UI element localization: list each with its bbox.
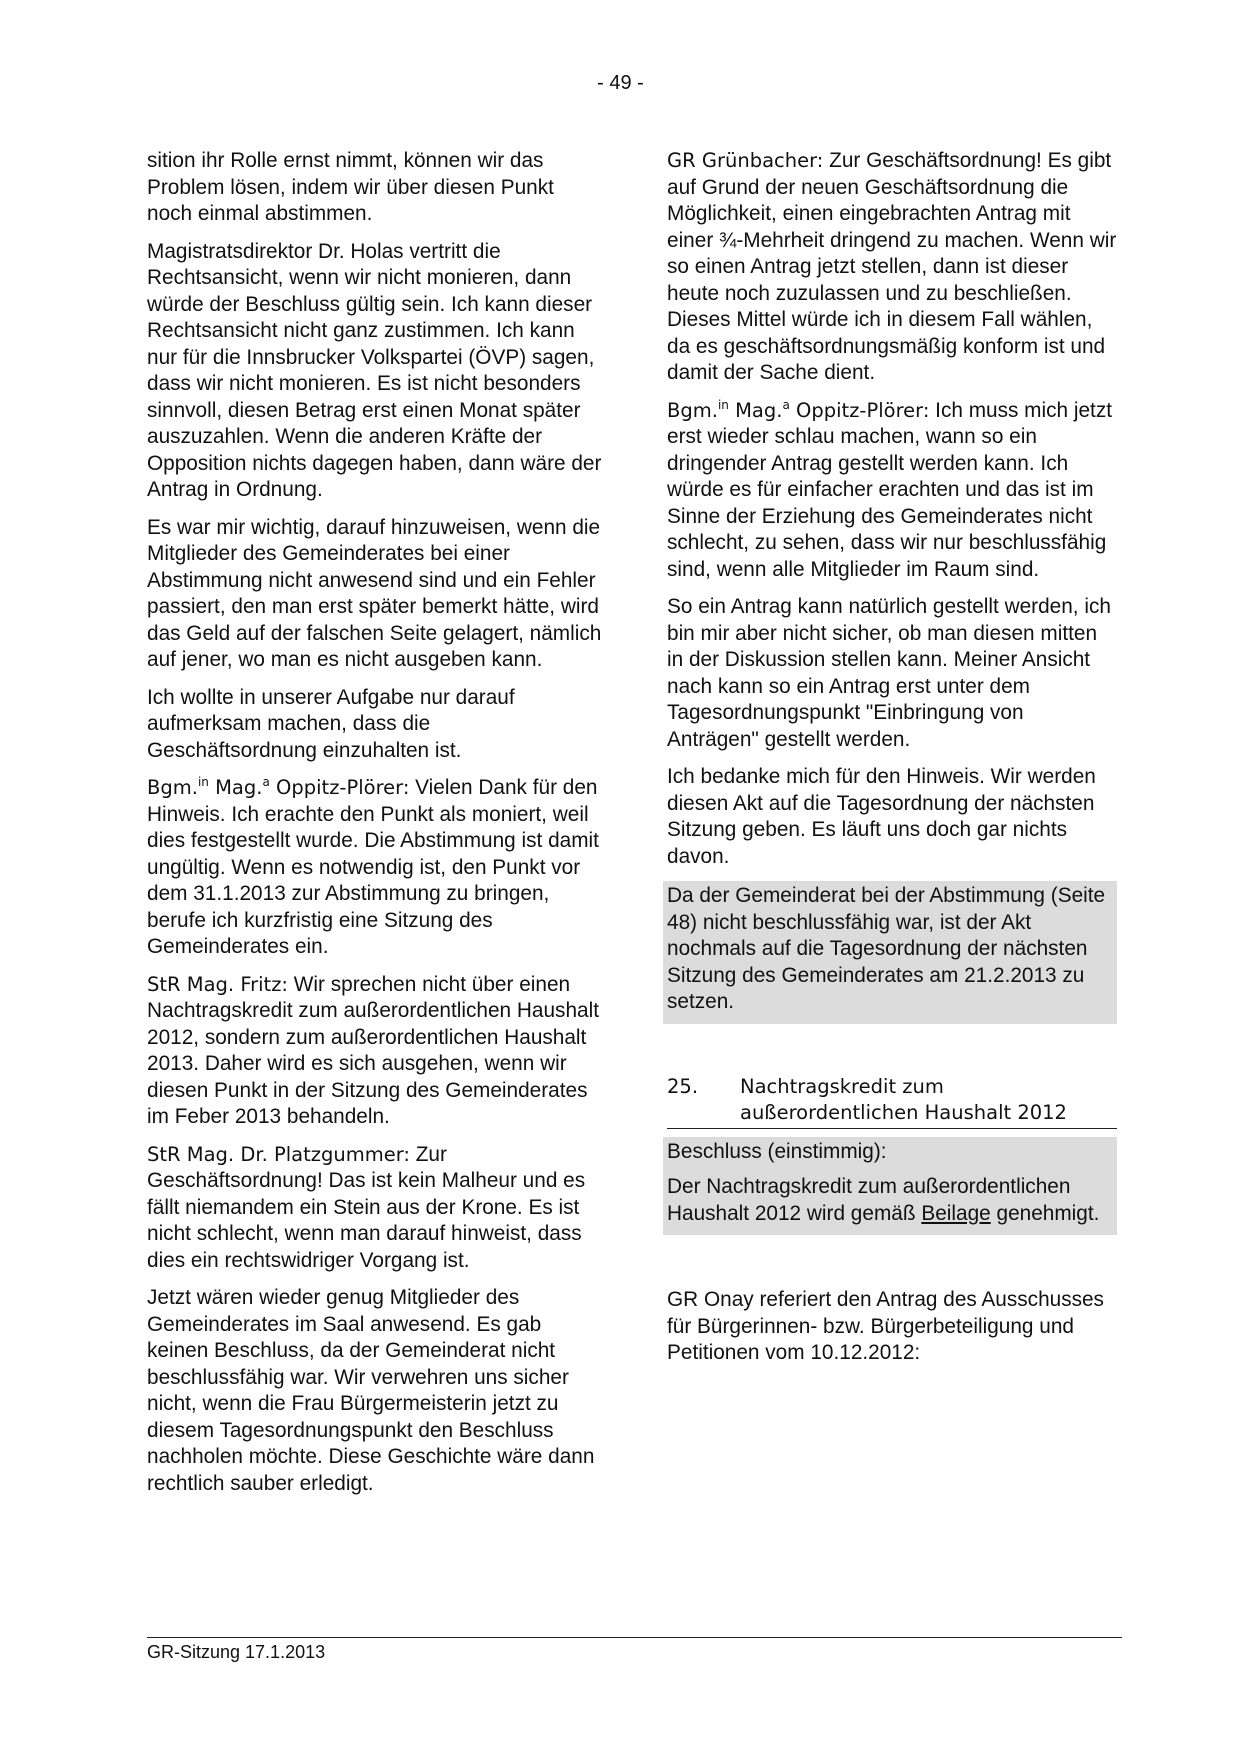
speech-text: Ich muss mich jetzt erst wieder schlau machen, wann so ein dringender Antrag gestellt werden kann. Ich würde es für einfacher erachten und das ist im Sinne der Erziehung des Gemeinderates nicht schlecht, zu sehen, dass wir nur beschlussfähig sind, wenn alle Mitglieder im Raum sind. (667, 398, 1112, 581)
attachment-link[interactable]: Beilage (921, 1201, 991, 1225)
paragraph: sition ihr Rolle ernst nimmt, können wir das Problem lösen, indem wir über diesen Punkt noch einmal abstimmen. (147, 149, 554, 225)
paragraph: Jetzt wären wieder genug Mitglieder des Gemeinderates im Saal anwesend. Es gab keinen Beschluss, da der Gemeinderat nicht beschlussfähig war. Wir verwehren uns sicher nicht, wenn die Frau Bürgermeisterin jetzt zu diesem Tagesordnungspunkt den Beschluss nachholen möchte. Diese Geschichte wäre dann rechtlich sauber erledigt. (147, 1286, 595, 1495)
resolution-text: Der Nachtragskredit zum außerordentlichen Haushalt 2012 wird gemäß Beilage genehmigt. (667, 1175, 1100, 1225)
paragraph (147, 775, 602, 961)
speech-text: Zur Geschäftsordnung! Es gibt auf Grund der neuen Geschäftsordnung die Möglichkeit, einen eingebrachten Antrag mit einer ¾-Mehrheit dringend zu machen. Wenn wir so einen Antrag jetzt stellen, dann ist dieser heute noch zuzulassen und zu beschließen. Dieses Mittel würde ich in diesem Fall wählen, da es geschäftsordnungsmäßig konform ist und damit der Sache dient. (667, 149, 1117, 384)
agenda-item-heading (667, 1074, 1117, 1129)
speaker-name: Bgm.$^{in}$ Mag.$^a$ Oppitz-Plörer: (667, 397, 930, 422)
speaker-name: GR Grünbacher: (667, 149, 824, 172)
agenda-item-title: Nachtragskredit zum außerordentlichen Haushalt 2012 (740, 1074, 1067, 1124)
paragraph (147, 972, 602, 1131)
paragraph (147, 1142, 602, 1275)
paragraph: Es war mir wichtig, darauf hinzuweisen, wenn die Mitglieder des Gemeinderates bei einer Abstimmung nicht anwesend sind und ein Fehler passiert, den man erst später bemerkt hätte, wird das Geld auf der falschen Seite gelagert, nämlich auf jener, wo man es nicht ausgeben kann. (147, 515, 602, 671)
speech-text: Zur Geschäftsordnung! Das ist kein Malheur und es fällt niemandem ein Stein aus der Krone. Es ist nicht schlecht, wenn man darauf hinweist, dass dies ein rechtswidriger Vorgang ist. (147, 1142, 586, 1272)
paragraph: Ich bedanke mich für den Hinweis. Wir werden diesen Akt auf die Tagesordnung der nächsten Sitzung geben. Es läuft uns doch gar nichts davon. (667, 765, 1096, 868)
footer-divider (147, 1637, 1122, 1638)
speaker-name: StR Mag. Dr. Platzgummer: (147, 1142, 410, 1166)
agenda-item-number: 25. (667, 1074, 699, 1098)
paragraph (667, 148, 1117, 387)
speaker-name: Bgm.$^{in}$ Mag.$^a$ Oppitz-Plörer: (147, 775, 410, 799)
paragraph: Magistratsdirektor Dr. Holas vertritt die Rechtsansicht, wenn wir nicht monieren, dann würde der Beschluss gültig sein. Ich kann dieser Rechtsansicht nicht ganz zustimmen. Ich kann nur für die Innsbrucker Volkspartei (ÖVP) sagen, dass wir nicht monieren. Es ist nicht besonders sinnvoll, diesen Betrag erst einen Monat später auszuzahlen. Wenn die anderen Kräfte der Opposition nichts dagegen haben, dann wäre der Antrag in Ordnung. (147, 239, 602, 501)
paragraph: Ich wollte in unserer Aufgabe nur darauf aufmerksam machen, dass die Geschäftsordnung einzuhalten ist. (147, 685, 515, 762)
footer-text: GR-Sitzung 17.1.2013 (147, 1642, 326, 1662)
speech-text: Wir sprechen nicht über einen Nachtragskredit zum außerordentlichen Haushalt 2012, sondern zum außerordentlichen Haushalt 2013. Daher wird es sich ausgehen, wenn wir diesen Punkt in der Sitzung des Gemeinderates im Feber 2013 behandeln. (147, 972, 599, 1128)
resolution-box (663, 1137, 1117, 1236)
left-column (147, 148, 602, 1508)
paragraph: So ein Antrag kann natürlich gestellt werden, ich bin mir aber nicht sicher, ob man diesen mitten in der Diskussion stellen kann. Meiner Ansicht nach kann so ein Antrag erst unter dem Tagesordnungspunkt "Einbringung von Anträgen" gestellt werden. (667, 595, 1111, 751)
speaker-name: StR Mag. Fritz: (147, 972, 289, 996)
right-column (667, 148, 1117, 1378)
report-paragraph: GR Onay referiert den Antrag des Ausschusses für Bürgerinnen- bzw. Bürgerbeteiligung und Petitionen vom 10.12.2012: (667, 1288, 1104, 1364)
resolution-label: Beschluss (einstimmig): (667, 1139, 887, 1163)
speech-text: Vielen Dank für den Hinweis. Ich erachte den Punkt als moniert, weil dies festgestellt wurde. Die Abstimmung ist damit ungültig. Wenn es notwendig ist, den Punkt vor dem 31.1.2013 zur Abstimmung zu bringen, berufe ich kurzfristig eine Sitzung des Gemeinderates ein. (147, 776, 599, 958)
note-box: Da der Gemeinderat bei der Abstimmung (Seite 48) nicht beschlussfähig war, ist der Akt nochmals auf die Tagesordnung der nächsten Sitzung des Gemeinderates am 21.2.2013 zu setzen. (663, 881, 1117, 1024)
page-number: - 49 - (597, 72, 644, 94)
paragraph (667, 398, 1117, 584)
